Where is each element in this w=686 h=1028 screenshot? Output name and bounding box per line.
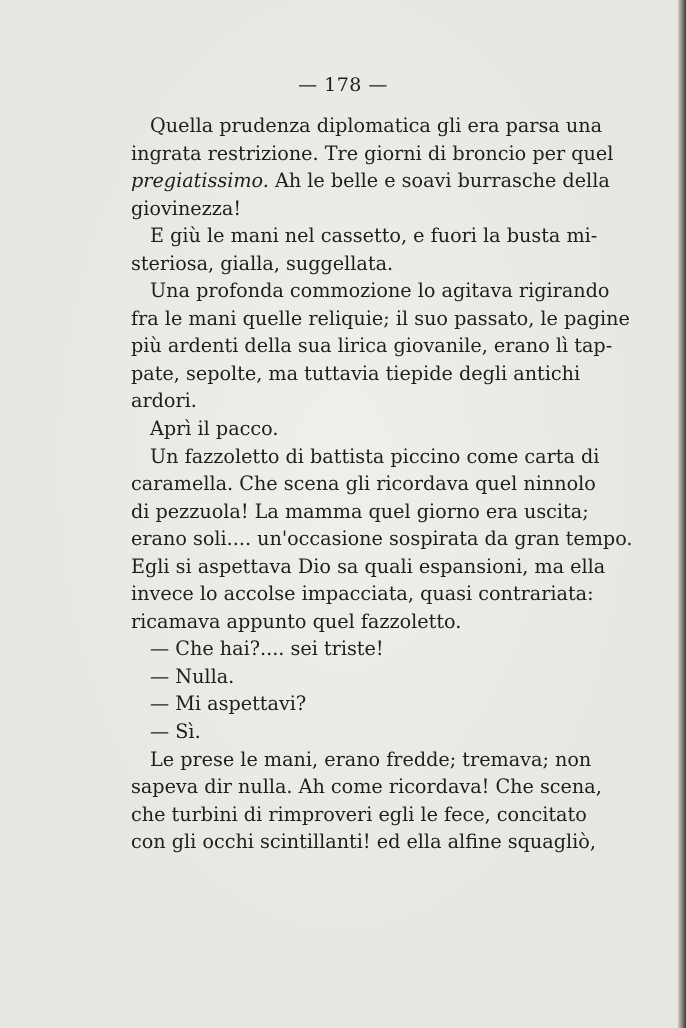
line-text: Una profonda commozione lo agitava rigirando xyxy=(150,279,610,303)
text-line xyxy=(131,663,575,691)
text-line xyxy=(131,746,592,774)
line-text: ardori. xyxy=(131,389,197,413)
text-line xyxy=(131,580,594,608)
paragraph xyxy=(131,690,575,718)
text-line xyxy=(131,443,600,471)
text-line xyxy=(131,828,596,856)
line-text: caramella. Che scena gli ricordava quel ninnolo xyxy=(131,472,596,496)
line-text: Egli si aspettava Dio sa quali espansioni, ma ella xyxy=(131,554,606,578)
paragraph xyxy=(131,222,598,277)
text-line xyxy=(131,773,602,801)
text-line xyxy=(131,801,587,829)
paragraph xyxy=(131,277,630,415)
line-text: sapeva dir nulla. Ah come ricordava! Che scena, xyxy=(131,775,602,799)
line-text: — Sì. xyxy=(150,720,201,744)
text-line xyxy=(131,222,598,250)
line-text: E giù le mani nel cassetto, e fuori la busta mi- xyxy=(150,224,598,248)
text-line xyxy=(131,525,633,553)
body-text xyxy=(131,112,633,856)
line-text: Ah le belle e soavi burrasche della xyxy=(268,169,610,193)
text-line xyxy=(131,635,575,663)
line-text: ricamava appunto quel fazzoletto. xyxy=(131,609,462,633)
line-text: fra le mani quelle reliquie; il suo passato, le pagine xyxy=(131,306,630,330)
line-text: steriosa, gialla, suggellata. xyxy=(131,251,394,275)
italic-word: pregiatissimo. xyxy=(131,169,269,193)
paragraph xyxy=(131,718,575,746)
line-text: — Che hai?.... sei triste! xyxy=(150,637,384,661)
text-line xyxy=(131,250,575,278)
text-line xyxy=(131,305,630,333)
line-text: Un fazzoletto di battista piccino come carta di xyxy=(150,444,600,468)
text-line xyxy=(131,360,581,388)
line-text: — Mi aspettavi? xyxy=(150,692,307,716)
line-text: Aprì il pacco. xyxy=(150,417,279,441)
line-text: invece lo accolse impacciata, quasi contrariata: xyxy=(131,582,594,606)
text-line xyxy=(131,415,575,443)
line-text: Quella prudenza diplomatica gli era parsa una xyxy=(150,114,603,137)
page-number: — 178 — xyxy=(298,74,388,96)
paragraph xyxy=(131,443,633,636)
line-text: — Nulla. xyxy=(150,664,235,688)
text-line xyxy=(131,718,575,746)
line-text: Le prese le mani, erano fredde; tremava; non xyxy=(150,747,592,771)
line-text: con gli occhi scintillanti! ed ella alfine squagliò, xyxy=(131,830,596,854)
paragraph xyxy=(131,415,575,443)
text-line xyxy=(131,690,575,718)
text-line xyxy=(131,167,610,195)
paragraph xyxy=(131,663,575,691)
text-line xyxy=(131,498,589,526)
line-text: che turbini di rimproveri egli le fece, concitato xyxy=(131,802,587,826)
line-text: giovinezza! xyxy=(131,196,242,220)
text-line xyxy=(131,112,603,140)
text-line xyxy=(131,387,575,415)
line-text: erano soli.... un'occasione sospirata da gran tempo. xyxy=(131,527,633,551)
line-text: di pezzuola! La mamma quel giorno era uscita; xyxy=(131,499,589,523)
text-line xyxy=(131,553,606,581)
text-line xyxy=(131,277,610,305)
paragraph xyxy=(131,635,575,663)
page-edge-shadow xyxy=(678,0,686,1028)
paragraph xyxy=(131,746,602,856)
text-line xyxy=(131,470,596,498)
text-line xyxy=(131,195,575,223)
text-line xyxy=(131,608,575,636)
line-text: pate, sepolte, ma tuttavia tiepide degli antichi xyxy=(131,361,581,385)
paragraph xyxy=(131,112,614,222)
line-text: ingrata restrizione. Tre giorni di broncio per quel xyxy=(131,141,614,165)
line-text: più ardenti della sua lirica giovanile, erano lì tap- xyxy=(131,334,613,358)
text-line xyxy=(131,332,613,360)
text-line xyxy=(131,140,614,168)
